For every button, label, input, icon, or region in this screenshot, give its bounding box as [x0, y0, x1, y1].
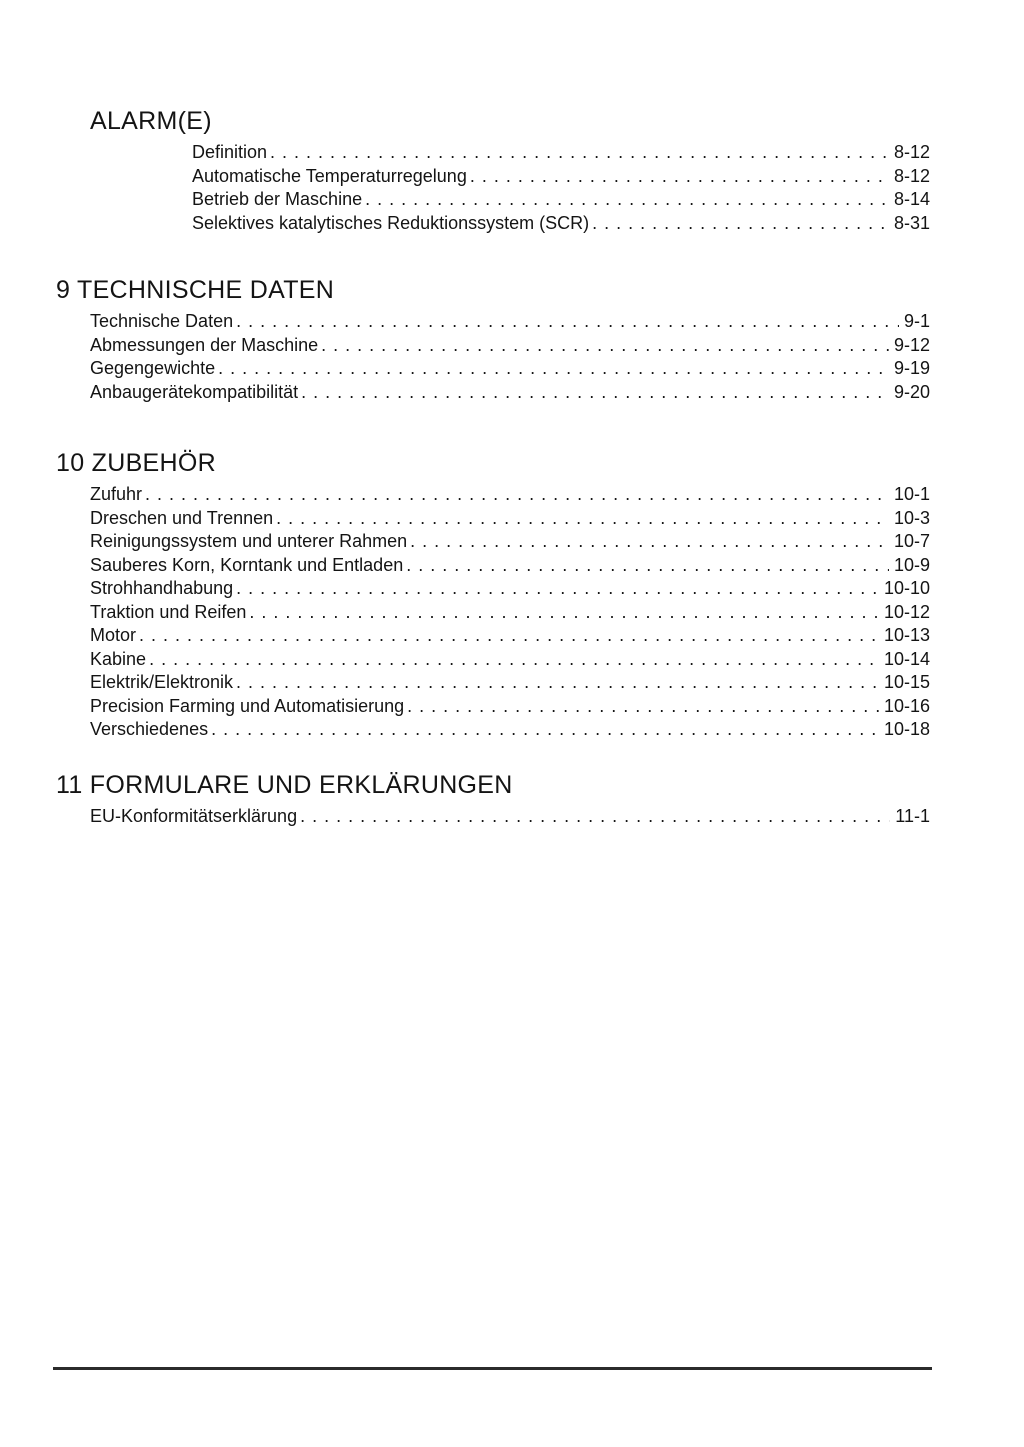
toc-entry-label: Definition	[192, 142, 268, 162]
toc-entry	[90, 334, 930, 358]
toc-entry-page: 9-1	[903, 311, 930, 331]
toc-entry	[192, 212, 930, 236]
dot-leader	[276, 507, 889, 531]
toc-entry-page: 10-13	[883, 625, 930, 645]
dot-leader	[236, 671, 879, 695]
dot-leader	[236, 577, 879, 601]
toc-entry	[192, 188, 930, 212]
toc-entry-label: Reinigungssystem und unterer Rahmen	[90, 531, 408, 551]
dot-leader	[236, 310, 899, 334]
toc-entry	[90, 601, 930, 625]
section-heading: 11 FORMULARE UND ERKLÄRUNGEN	[56, 770, 513, 799]
toc-entry-label: Technische Daten	[90, 311, 234, 331]
toc-entry-label: Kabine	[90, 648, 147, 669]
toc-entry-label: EU-Konformitätserklärung	[90, 805, 298, 826]
toc-entry-label: Precision Farming und Automatisierung	[90, 695, 405, 716]
dot-leader	[139, 624, 879, 648]
section-heading: ALARM(E)	[90, 107, 212, 135]
toc-entry-page: 10-3	[893, 507, 930, 528]
toc-entry	[90, 805, 930, 829]
footer-rule	[53, 1367, 932, 1370]
toc-section-alarme	[56, 106, 930, 235]
dot-leader	[321, 334, 889, 358]
toc-entry	[90, 357, 930, 381]
toc-entry	[192, 165, 930, 189]
toc-entry-page: 10-7	[893, 531, 930, 551]
toc-entry-page: 11-1	[895, 805, 930, 826]
toc-entry-label: Strohhandhabung	[90, 578, 234, 598]
toc-entry-label: Betrieb der Maschine	[192, 189, 363, 209]
toc-entry	[90, 648, 930, 672]
toc-entry-page: 10-14	[883, 648, 930, 669]
toc-entry-page: 10-10	[883, 578, 930, 598]
dot-leader	[470, 165, 889, 189]
toc-entry-label: Elektrik/Elektronik	[90, 672, 234, 692]
section-heading: 10 ZUBEHÖR	[56, 449, 216, 477]
dot-leader	[407, 695, 879, 719]
toc-entry-page: 9-12	[893, 334, 930, 355]
dot-leader	[300, 805, 890, 829]
toc-entry-page: 8-14	[893, 189, 930, 209]
toc-entry-label: Anbaugerätekompatibilität	[90, 381, 299, 402]
toc-entry	[90, 381, 930, 405]
toc-entry-label: Abmessungen der Maschine	[90, 334, 319, 355]
toc-entry-label: Motor	[90, 625, 137, 645]
toc-entry	[192, 141, 930, 165]
section-heading: 9 TECHNISCHE DATEN	[56, 276, 335, 304]
toc-entry	[90, 577, 930, 601]
toc-entry-page: 8-31	[893, 212, 930, 233]
dot-leader	[406, 554, 889, 578]
toc-entry-page: 8-12	[893, 142, 930, 162]
toc-entry	[90, 671, 930, 695]
dot-leader	[592, 212, 889, 236]
toc-entry-label: Zufuhr	[90, 484, 143, 504]
toc-entry-label: Gegengewichte	[90, 358, 216, 378]
toc-entry-page: 10-9	[893, 554, 930, 575]
toc-section-technische-daten	[56, 275, 930, 404]
toc-entry-label: Verschiedenes	[90, 719, 209, 739]
toc-entry	[90, 695, 930, 719]
toc-entry	[90, 530, 930, 554]
toc-entry-page: 9-20	[893, 381, 930, 402]
dot-leader	[211, 718, 879, 742]
toc-entry-label: Sauberes Korn, Korntank und Entladen	[90, 554, 404, 575]
toc-entry-label: Dreschen und Trennen	[90, 507, 274, 528]
toc-section-zubehoer	[56, 448, 930, 742]
dot-leader	[149, 648, 879, 672]
dot-leader	[218, 357, 889, 381]
toc-entry-label: Automatische Temperaturregelung	[192, 165, 467, 186]
toc-entry-page: 10-18	[883, 719, 930, 739]
dot-leader	[249, 601, 879, 625]
toc-entry-label: Selektives katalytisches Reduktionssystem (SCR)	[192, 212, 590, 233]
toc-entry	[90, 483, 930, 507]
toc-entry-page: 10-1	[893, 484, 930, 504]
dot-leader	[270, 141, 889, 165]
toc-entry	[90, 624, 930, 648]
toc-section-formulare	[56, 770, 930, 829]
toc-entry	[90, 507, 930, 531]
dot-leader	[301, 381, 889, 405]
toc-entry-page: 9-19	[893, 358, 930, 378]
toc-entry-page: 10-15	[883, 672, 930, 692]
dot-leader	[145, 483, 889, 507]
toc-entry	[90, 554, 930, 578]
toc-entry-label: Traktion und Reifen	[90, 601, 247, 622]
toc-content	[56, 0, 930, 828]
toc-entry-page: 10-12	[883, 601, 930, 622]
dot-leader	[410, 530, 889, 554]
toc-entry	[90, 310, 930, 334]
toc-entry	[90, 718, 930, 742]
toc-entry-page: 10-16	[883, 695, 930, 716]
toc-entry-page: 8-12	[893, 165, 930, 186]
dot-leader	[365, 188, 889, 212]
